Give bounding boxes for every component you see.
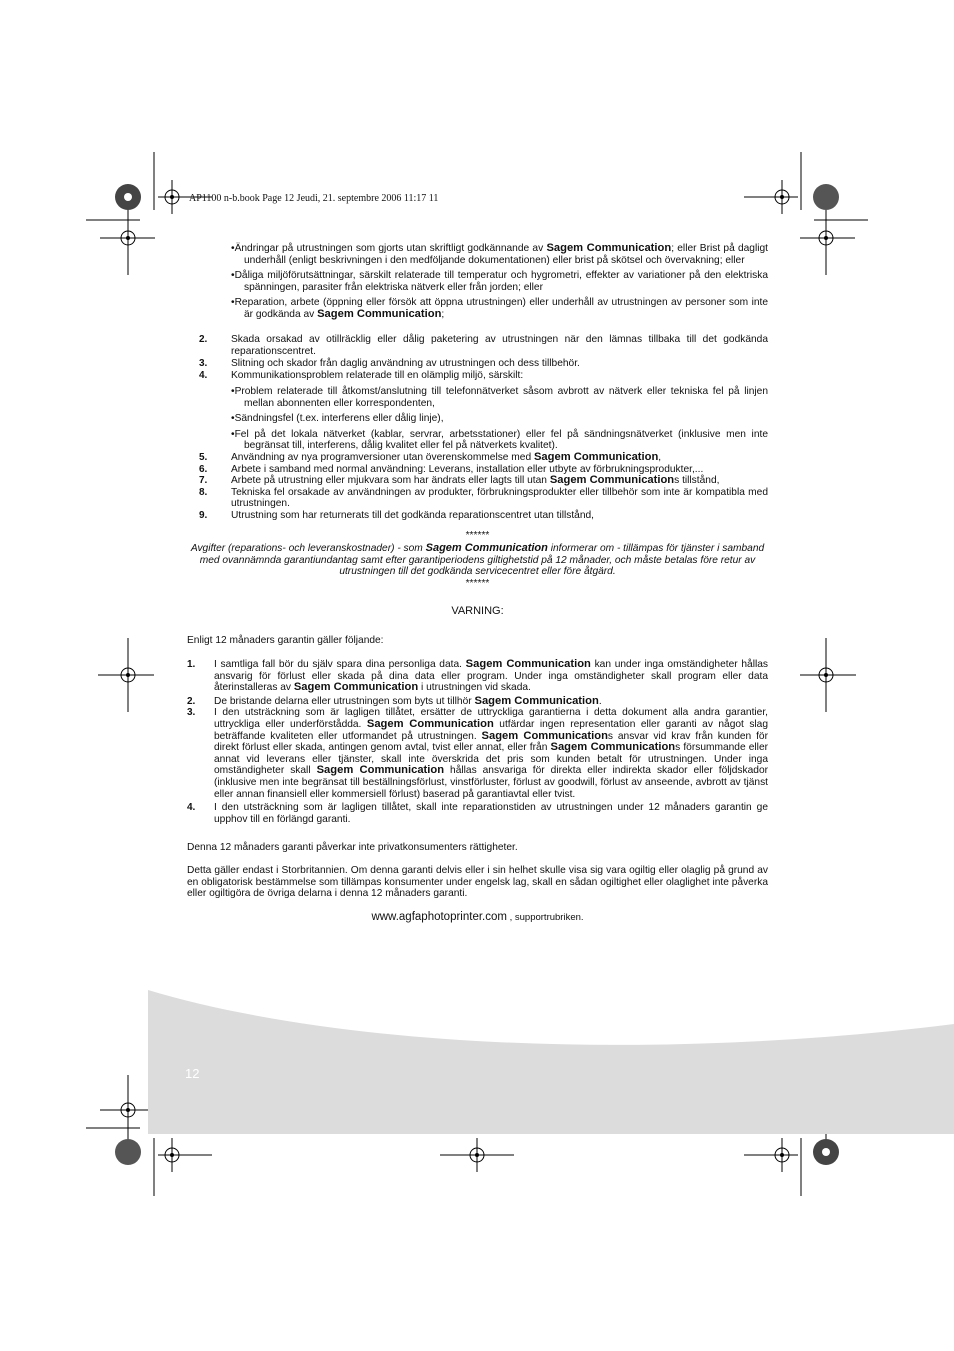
list-item: 6. Arbete i samband med normal användning: Leverans, installation eller utbyte av förbrukningsprodukter,... [199, 463, 704, 475]
bullet-item: •Dåliga miljöförutsättningar, särskilt relaterade till temperatur och hygrometri, effekter av variationer på den elektriska spänningen, parasiter från elektriska nätverk eller från jorden; eller [231, 270, 768, 293]
list-item: 2. De bristande delarna eller utrustningen som byts ut tillhör Sagem Communication. [187, 694, 602, 707]
numbered-list-b [199, 451, 768, 522]
page-number: 12 [185, 1066, 200, 1081]
footer-band [148, 990, 954, 1134]
numbered-list-a [199, 334, 768, 381]
consumer-rights-paragraph: Denna 12 månaders garanti påverkar inte privatkonsumenters rättigheter. [187, 842, 518, 853]
warning-title: VARNING: [451, 605, 504, 617]
list-item: 4. I den utsträckning som är lagligen tillåtet, skall inte reparationstiden av utrustningen under 12 månaders garantin ge upphov till en förlängd garanti. [187, 802, 768, 825]
website-link[interactable]: www.agfaphotoprinter.com [371, 911, 507, 923]
warranty-intro: Enligt 12 månaders garantin gäller följande: [187, 635, 384, 646]
warning-list [187, 658, 769, 825]
bullet-item: •Problem relaterade till åtkomst/anslutning till telefonnätverket såsom avbrott av nätverk eller tekniska fel på linjen mellan abonnenten eller korrespondenten, [231, 386, 768, 409]
list-item: 4. Kommunikationsproblem relaterade till en olämplig miljö, särskilt: [199, 369, 524, 381]
separator-stars: ****** [465, 578, 490, 589]
support-line: www.agfaphotoprinter.com , supportrubriken. [371, 911, 584, 923]
list-item: 9. Utrustning som har returnerats till det godkända reparationscentret utan tillstånd, [199, 509, 594, 521]
list-item: 3. Slitning och skador från daglig användning av utrustningen och dess tillbehör. [199, 358, 580, 370]
list-item: 5. Användning av nya programversioner utan överenskommelse med Sagem Communication, [199, 451, 662, 463]
bullet-item: •Reparation, arbete (öppning eller försök att öppna utrustningen) eller underhåll av utrustningen av personer som inte är godkända av Sagem Communication; [231, 297, 768, 320]
list-item: 7. Arbete på utrustning eller mjukvara som har ändrats eller lagts till utan Sagem Communications tillstånd, [199, 474, 720, 487]
bullet-list-top [231, 243, 768, 321]
bullet-list-mid [231, 386, 768, 452]
list-item: 2. Skada orsakad av otillräcklig eller dålig paketering av utrustningen när den lämnas tillbaka till det godkända reparationscentret. [199, 334, 768, 357]
list-item: 8. Tekniska fel orsakade av användningen av produkter, förbrukningsprodukter eller tillbehör som inte är kompatibla med utrustningen. [199, 486, 768, 510]
list-item: 3. I den utsträckning som är lagligen tillåtet, ersätter de uttryckliga garantierna i detta dokument alla andra garantier, uttryckliga eller underförstådda. Sagem Communication utfärdar ingen representation eller garanti av något slag beträffande kvaliteten eller utformandet på utrustningen. Sagem Communications ansvar vid krav från kunden för direkt förlust eller skada, antingen genom avtal, tvist eller annat, eller från Sagem Communications försummande eller annat vid leverans eller tjänster, skall inte överskrida det pris som kunden betalt för utrustningen. Under inga omständigheter skall Sagem Communication hållas ansvariga för direkta eller indirekta skador eller följdskador (inklusive men inte begränsat till beställningsförlust, vinstförluster, förlust av goodwill, förlust av anseende, avbrott av tjänst eller annan finansiell eller kommersiell förlust) baserad på garantiavtal eller tvist. [187, 707, 769, 800]
bullet-item: •Fel på det lokala nätverket (kablar, servrar, arbetsstationer) eller fel på sändningsnätverket (inklusive men inte begränsat till, interferens, dålig kvalitet eller fel på nätverkets kvalitet). [231, 428, 768, 452]
bullet-item: •Sändningsfel (t.ex. interferens eller dålig linje), [231, 413, 444, 425]
bullet-item: •Ändringar på utrustningen som gjorts utan skriftligt godkännande av Sagem Communication; eller Brist på dagligt underhåll (enligt beskrivningen i den medföljande dokumentationen) eller brist på skötsel och övervakning; eller [231, 242, 769, 266]
separator-stars: ****** [465, 530, 490, 541]
book-header: AP1100 n-b.book Page 12 Jeudi, 21. septembre 2006 11:17 11 [189, 193, 439, 204]
fees-paragraph: Avgifter (reparations- och leveranskostnader) - som Sagem Communication informerar om - tillämpas för tjänster i samband med ovannämnda garantiundantag samt efter garantiperiodens giltighetstid på 12 månader, och måste betalas före retur av utrustningen till det godkända servicecentret eller före åtgärd. [190, 542, 765, 578]
list-item: 1. I samtliga fall bör du själv spara dina personliga data. Sagem Communication kan under inga omständigheter hållas ansvarig för förlust eller skada på dina data eller program. Under inga omständigheter skall program eller data återinstalleras av Sagem Communication i utrustningen vid skada. [187, 658, 768, 694]
uk-paragraph: Detta gäller endast i Storbritannien. Om denna garanti delvis eller i sin helhet skulle visa sig vara ogiltig eller olaglig på grund av en obligatorisk bestämmelse som tillämpas konsumenter under engelsk lag, skall en sådan ogiltighet eller olaglighet inte påverka eller ogiltigöra de övriga delarna i denna 12 månaders garanti. [187, 865, 768, 900]
